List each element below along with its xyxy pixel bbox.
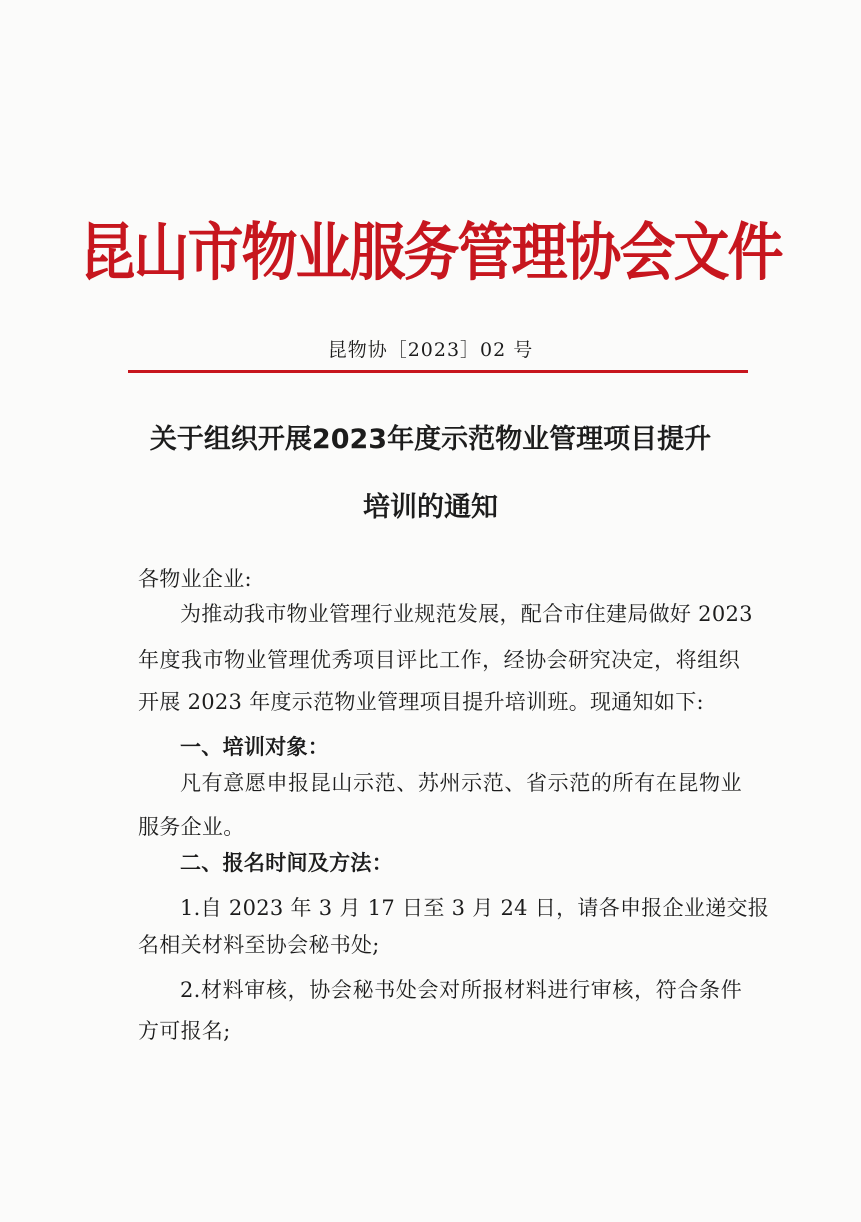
notice-title-line-1: 关于组织开展2023年度示范物业管理项目提升 <box>149 424 712 455</box>
red-divider-line <box>128 370 748 373</box>
intro-paragraph-line-1: 为推动我市物业管理行业规范发展，配合市住建局做好 2023 <box>180 602 753 626</box>
section-2-item-1-line-1: 1.自 2023 年 3 月 17 日至 3 月 24 日，请各申报企业递交报 <box>180 896 770 920</box>
intro-paragraph-line-3: 开展 2023 年度示范物业管理项目提升培训班。现通知如下: <box>138 690 704 714</box>
salutation: 各物业企业: <box>138 567 252 591</box>
section-1-line-1: 凡有意愿申报昆山示范、苏州示范、省示范的所有在昆物业 <box>180 771 742 795</box>
section-2-item-2-line-2: 方可报名; <box>138 1019 231 1043</box>
document-number: 昆物协［2023］02 号 <box>327 339 534 361</box>
section-2-item-1-line-2: 名相关材料至协会秘书处; <box>138 933 380 957</box>
section-2-heading: 二、报名时间及方法： <box>180 851 393 875</box>
intro-paragraph-line-2: 年度我市物业管理优秀项目评比工作，经协会研究决定，将组织 <box>138 648 740 672</box>
section-1-heading: 一、培训对象： <box>180 735 330 759</box>
document-masthead: 昆山市物业服务管理协会文件 <box>79 217 782 290</box>
notice-title-line-2: 培训的通知 <box>363 492 498 523</box>
section-2-item-2-line-1: 2.材料审核，协会秘书处会对所报材料进行审核，符合条件 <box>180 978 742 1002</box>
section-1-line-2: 服务企业。 <box>138 815 245 839</box>
